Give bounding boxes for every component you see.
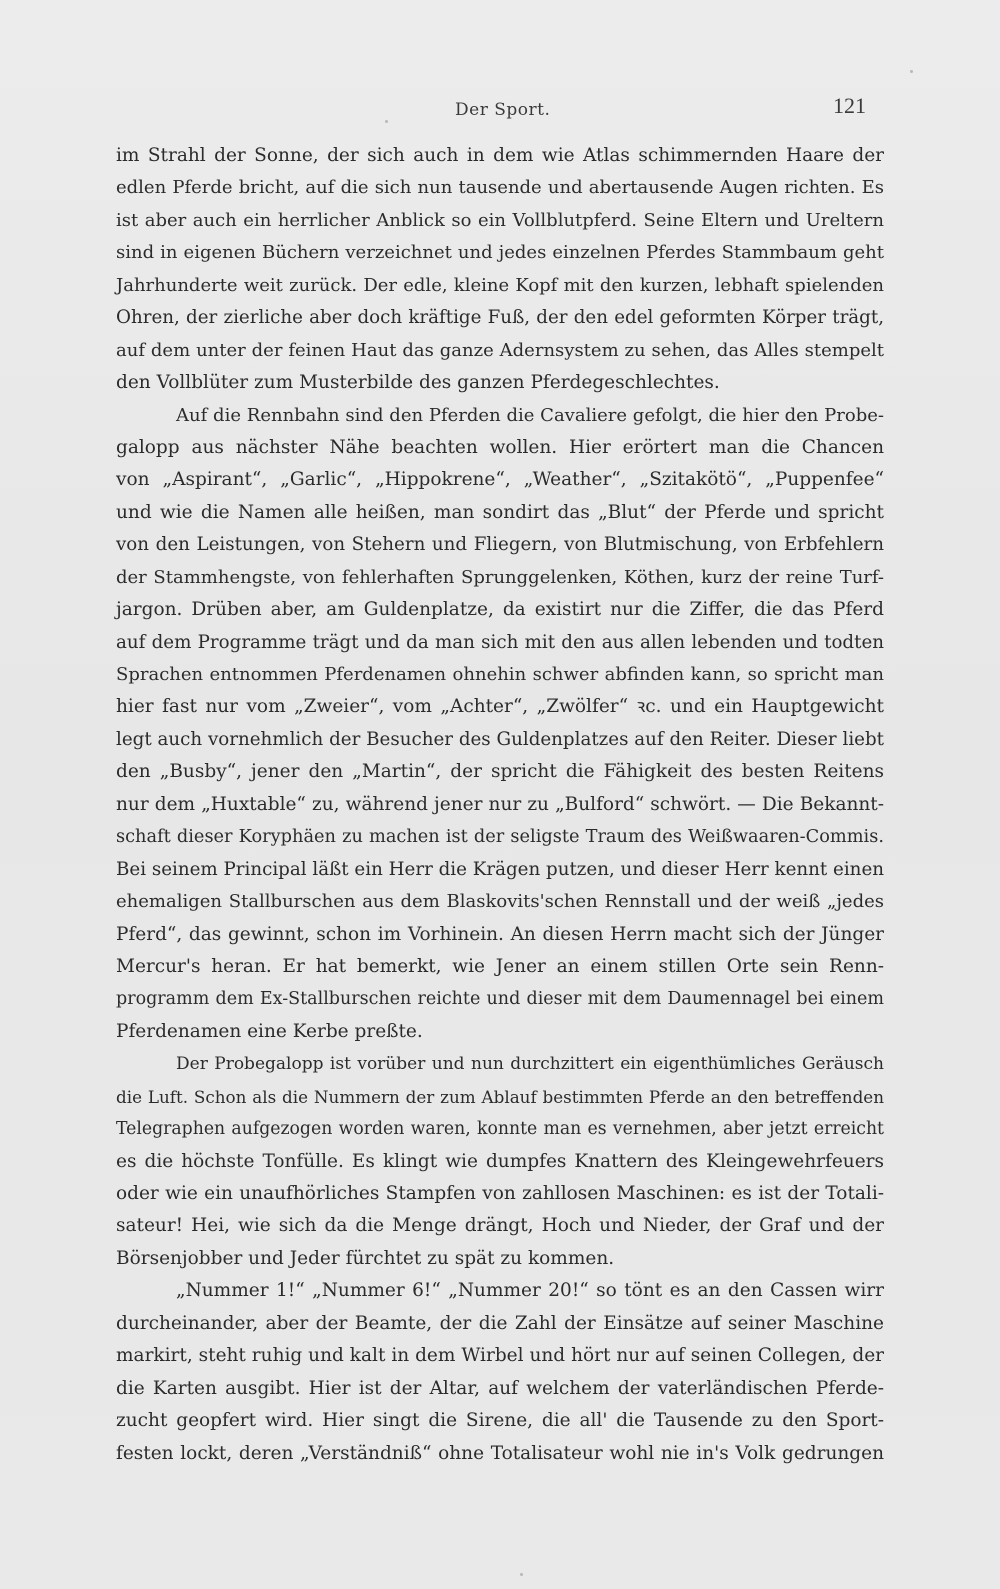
text-line: den „Busby“, jener den „Martin“, der spricht die Fähigkeit des besten Reitens — [116, 761, 884, 783]
text-line: Telegraphen aufgezogen worden waren, konnte man es vernehmen, aber jetzt erreicht — [116, 1119, 884, 1140]
text-line: jargon. Drüben aber, am Guldenplatze, da existirt nur die Ziffer, die das Pferd — [116, 599, 884, 621]
text-line: ist aber auch ein herrlicher Anblick so ein Vollblutpferd. Seine Eltern und Ureltern — [116, 209, 884, 231]
text-line: die Karten ausgibt. Hier ist der Altar, auf welchem der vaterländischen Pferde- — [116, 1377, 884, 1399]
text-line: oder wie ein unaufhörliches Stampfen von zahllosen Maschinen: es ist der Totali- — [116, 1183, 884, 1204]
text-line: Mercur's heran. Er hat bemerkt, wie Jener an einem stillen Orte sein Renn- — [116, 955, 884, 977]
text-line: schaft dieser Koryphäen zu machen ist der seligste Traum des Weißwaaren-Commis. — [116, 827, 884, 848]
text-line: Der Probegalopp ist vorüber und nun durchzittert ein eigenthümliches Geräusch — [176, 1054, 884, 1075]
text-line: zucht geopfert wird. Hier singt die Sirene, die all' die Tausende zu den Sport- — [116, 1410, 884, 1432]
paper-speck — [520, 1573, 523, 1576]
text-line: auf dem Programme trägt und da man sich mit den aus allen lebenden und todten — [116, 631, 884, 653]
text-line: Pferdenamen eine Kerbe preßte. — [116, 1020, 423, 1042]
paper-speck — [910, 70, 913, 73]
text-line: sind in eigenen Büchern verzeichnet und jedes einzelnen Pferdes Stammbaum geht — [116, 242, 884, 264]
body-text — [116, 140, 884, 1470]
text-line: Pferd“, das gewinnt, schon im Vorhinein. An diesen Herrn macht sich der Jünger — [116, 923, 884, 945]
text-line: galopp aus nächster Nähe beachten wollen. Hier erörtert man die Chancen — [116, 436, 884, 458]
text-line: Jahrhunderte weit zurück. Der edle, kleine Kopf mit den kurzen, lebhaft spielenden — [116, 274, 884, 296]
text-line: programm dem Ex-Stallburschen reichte und dieser mit dem Daumennagel bei einem — [116, 989, 884, 1010]
text-line: durcheinander, aber der Beamte, der die Zahl der Einsätze auf seiner Maschine — [116, 1312, 884, 1334]
text-line: Ohren, der zierliche aber doch kräftige Fuß, der den edel geformten Körper trägt, — [116, 307, 884, 329]
text-line: festen lockt, deren „Verständniß“ ohne Totalisateur wohl nie in's Volk gedrungen — [116, 1442, 884, 1464]
text-line: der Stammhengste, von fehlerhaften Sprunggelenken, Köthen, kurz der reine Turf- — [116, 566, 884, 588]
text-line: im Strahl der Sonne, der sich auch in dem wie Atlas schimmernden Haare der — [116, 145, 884, 166]
text-line: ehemaligen Stallburschen aus dem Blaskovits'schen Rennstall und der weiß „jedes — [116, 891, 884, 913]
text-line: hier fast nur vom „Zweier“, vom „Achter“, „Zwölfer“ ꝛc. und ein Hauptgewicht — [116, 696, 884, 718]
text-line: auf dem unter der feinen Haut das ganze Adernsystem zu sehen, das Alles stempelt — [116, 339, 884, 361]
text-line: edlen Pferde bricht, auf die sich nun tausende und abertausende Augen richten. Es — [116, 177, 884, 199]
text-line: die Luft. Schon als die Nummern der zum Ablauf bestimmten Pferde an den betreffenden — [116, 1086, 884, 1107]
text-line: Börsenjobber und Jeder fürchtet zu spät zu kommen. — [116, 1247, 615, 1269]
page-number: 121 — [833, 93, 866, 118]
page-header — [110, 88, 880, 128]
text-line: den Vollblüter zum Musterbilde des ganzen Pferdegeschlechtes. — [116, 372, 720, 394]
running-title: Der Sport. — [455, 100, 551, 120]
text-line: markirt, steht ruhig und kalt in dem Wirbel und hört nur auf seinen Collegen, der — [116, 1345, 884, 1367]
text-line: es die höchste Tonfülle. Es klingt wie dumpfes Knattern des Kleingewehrfeuers — [116, 1150, 884, 1172]
text-line: legt auch vornehmlich der Besucher des Guldenplatzes auf den Reiter. Dieser liebt — [116, 728, 884, 750]
text-line: sateur! Hei, wie sich da die Menge drängt, Hoch und Nieder, der Graf und der — [116, 1215, 884, 1237]
text-line: Sprachen entnommen Pferdenamen ohnehin schwer abfinden kann, so spricht man — [116, 664, 884, 685]
paper-speck — [385, 120, 388, 123]
text-line: und wie die Namen alle heißen, man sondirt das „Blut“ der Pferde und spricht — [116, 501, 884, 523]
text-line: Auf die Rennbahn sind den Pferden die Cavaliere gefolgt, die hier den Probe- — [176, 404, 884, 426]
text-line: von „Aspirant“, „Garlic“, „Hippokrene“, „Weather“, „Szitakötö“, „Puppenfee“ — [116, 469, 884, 491]
text-line: Bei seinem Principal läßt ein Herr die Krägen putzen, und dieser Herr kennt einen — [116, 858, 884, 880]
text-line: von den Leistungen, von Stehern und Fliegern, von Blutmischung, von Erbfehlern — [116, 534, 884, 556]
text-line: „Nummer 1!“ „Nummer 6!“ „Nummer 20!“ so tönt es an den Cassen wirr — [176, 1280, 884, 1302]
text-line: nur dem „Huxtable“ zu, während jener nur zu „Bulford“ schwört. — Die Bekannt- — [116, 793, 884, 815]
